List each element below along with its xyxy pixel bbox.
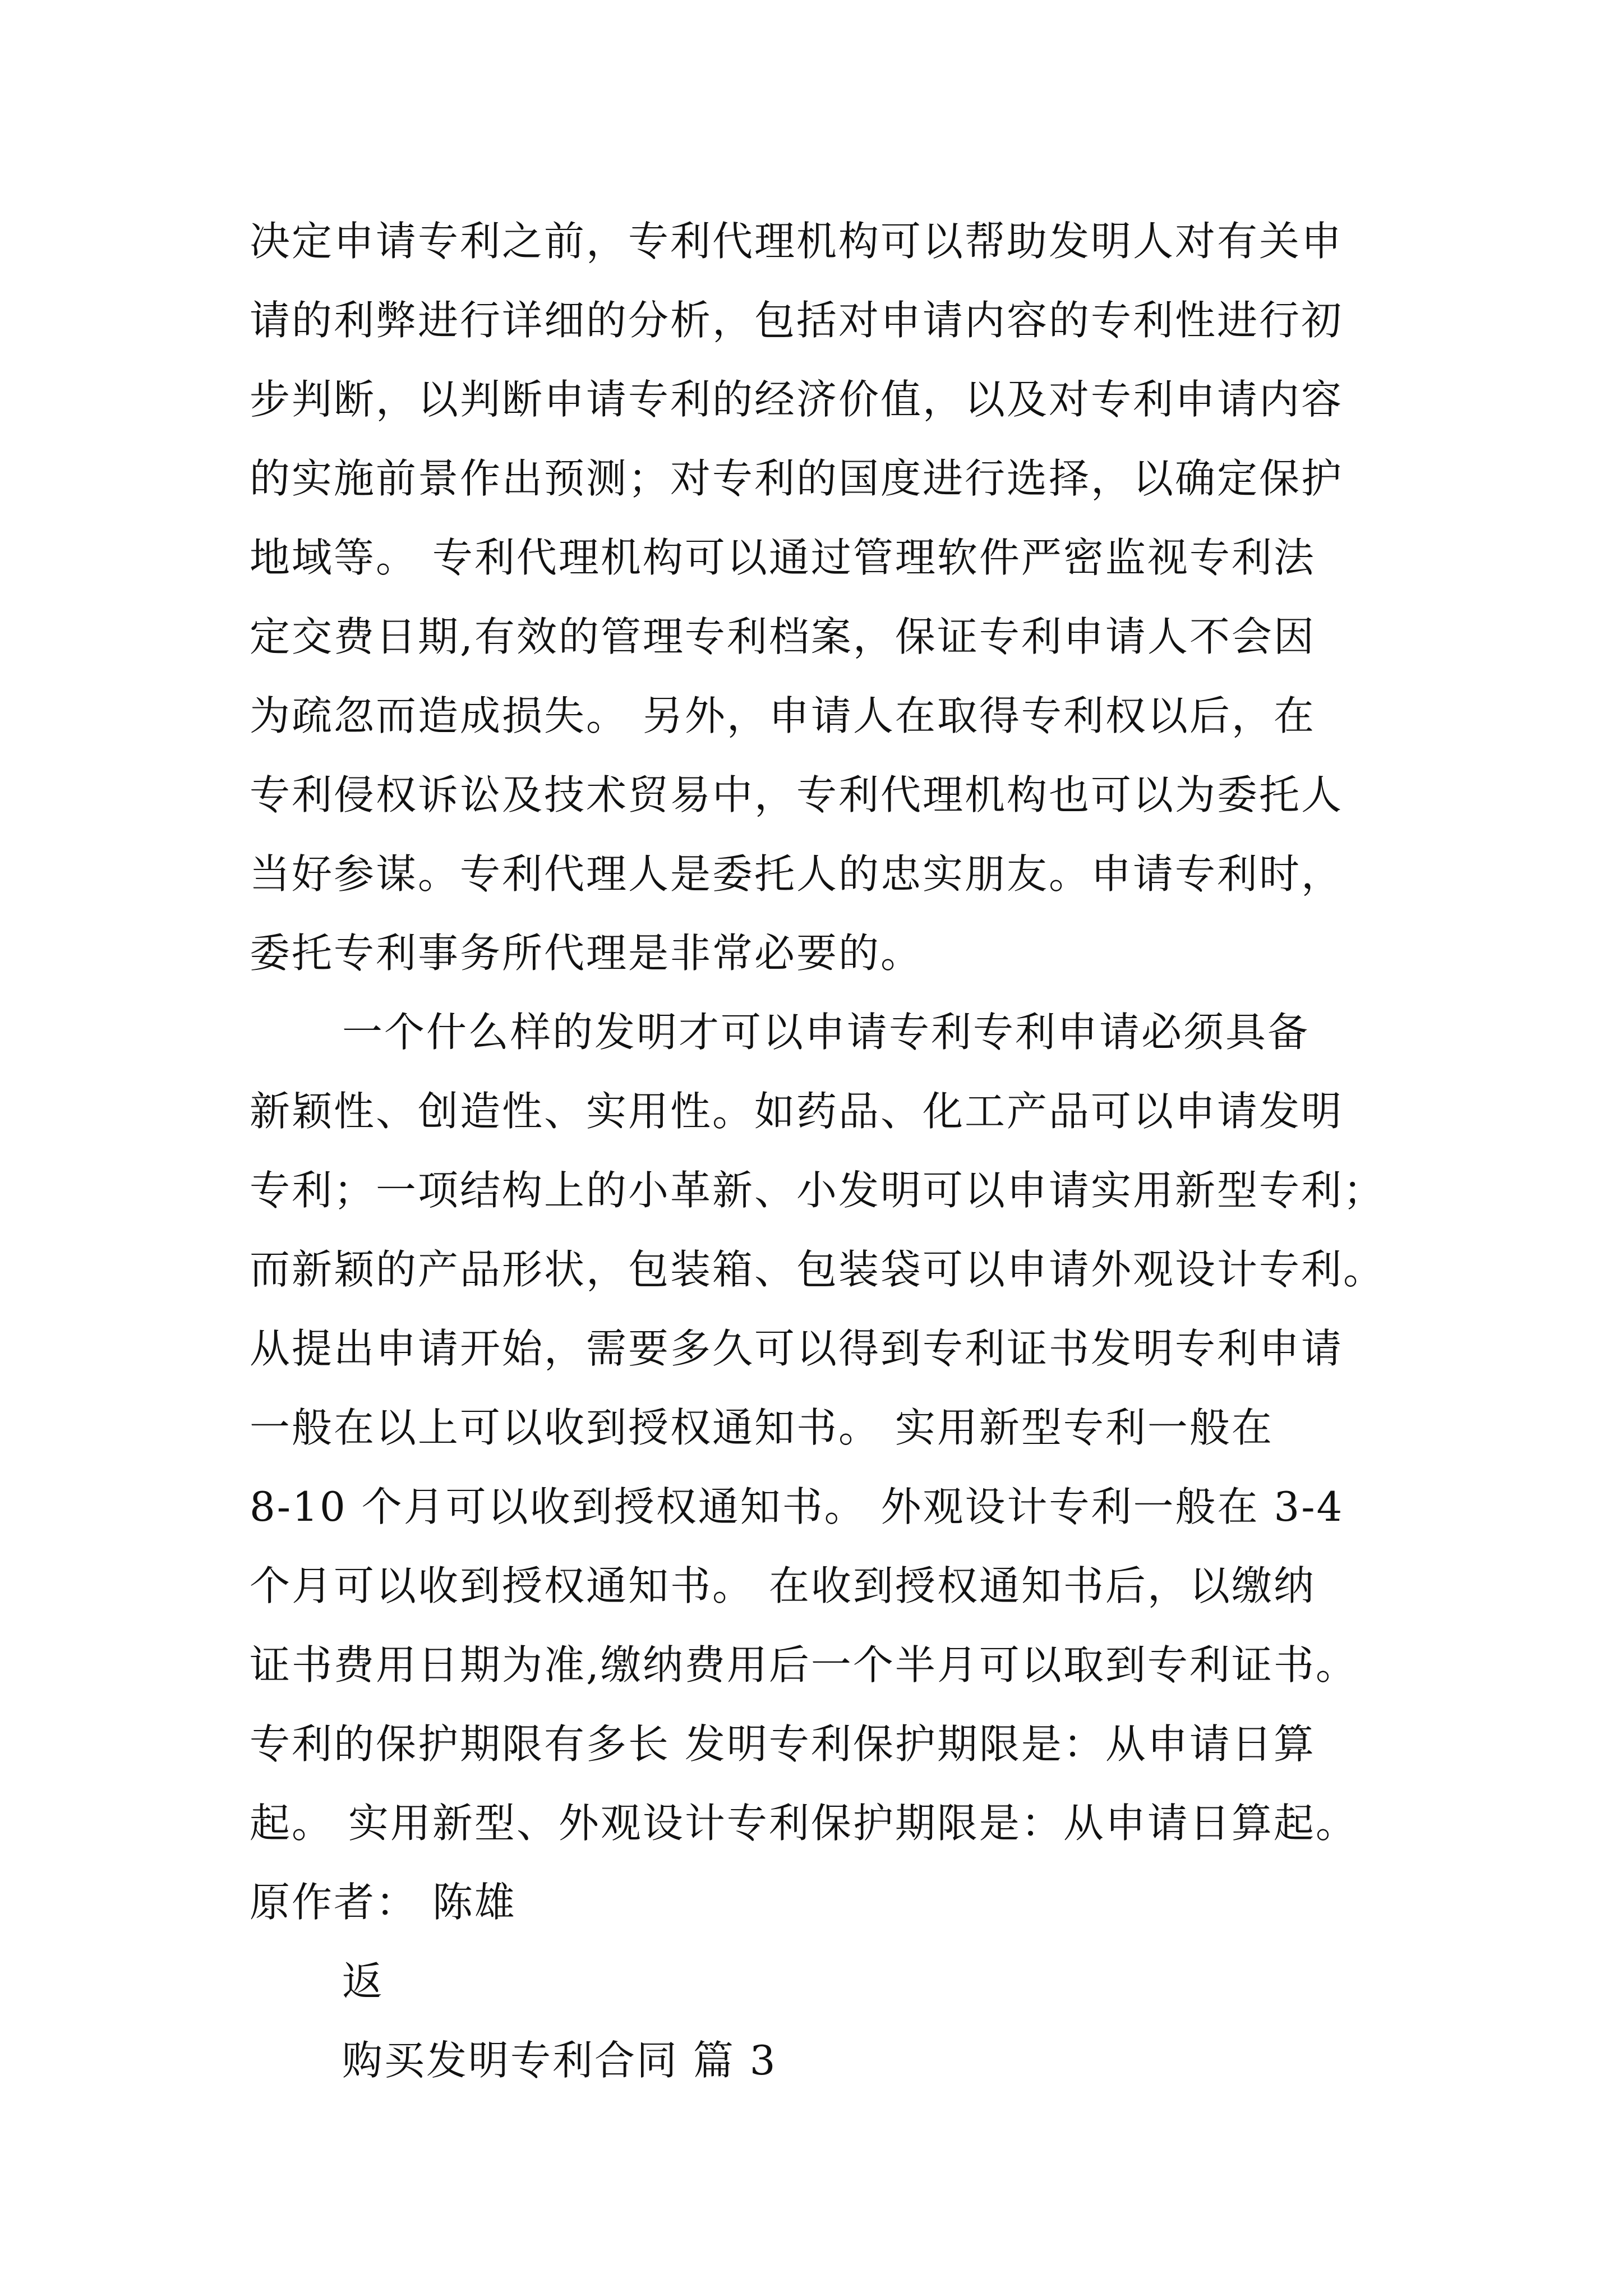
paragraph-2-line-10: 专利的保护期限有多长 发明专利保护期限是：从申请日算 xyxy=(250,1720,1316,1768)
paragraph-1-line-5: 地域等。 专利代理机构可以通过管理软件严密监视专利法 xyxy=(250,534,1316,581)
paragraph-1-line-9: 当好参谋。专利代理人是委托人的忠实朋友。申请专利时， xyxy=(250,850,1344,898)
paragraph-1-line-8: 专利侵权诉讼及技术贸易中，专利代理机构也可以为委托人 xyxy=(250,771,1344,818)
paragraph-2-line-6: 一般在以上可以收到授权通知书。 实用新型专利一般在 xyxy=(250,1404,1274,1451)
paragraph-1-line-2: 请的利弊进行详细的分析，包括对申请内容的专利性进行初 xyxy=(250,297,1344,344)
paragraph-1-line-6: 定交费日期,有效的管理专利档案，保证专利申请人不会因 xyxy=(250,613,1316,660)
paragraph-2-line-2: 新颖性、创造性、实用性。如药品、化工产品可以申请发明 xyxy=(250,1088,1344,1135)
paragraph-2-line-1: 一个什么样的发明才可以申请专利专利申请必须具备 xyxy=(342,1009,1310,1056)
paragraph-2-line-5: 从提出申请开始，需要多久可以得到专利证书发明专利申请 xyxy=(250,1325,1344,1372)
paragraph-2-line-3: 专利；一项结构上的小革新、小发明可以申请实用新型专利； xyxy=(250,1167,1386,1214)
paragraph-2-line-4: 而新颖的产品形状，包装箱、包装袋可以申请外观设计专利。 xyxy=(250,1246,1386,1293)
paragraph-1-line-1: 决定申请专利之前，专利代理机构可以帮助发明人对有关申 xyxy=(250,218,1344,265)
paragraph-1-line-10: 委托专利事务所代理是非常必要的。 xyxy=(250,930,923,977)
back-text: 返 xyxy=(342,1958,385,2005)
paragraph-1-line-4: 的实施前景作出预测；对专利的国度进行选择，以确定保护 xyxy=(250,455,1344,502)
paragraph-2-line-8: 个月可以收到授权通知书。 在收到授权通知书后，以缴纳 xyxy=(250,1562,1316,1609)
author-line: 原作者： 陈雄 xyxy=(250,1879,517,1926)
paragraph-1-line-7: 为疏忽而造成损失。 另外，申请人在取得专利权以后，在 xyxy=(250,692,1316,739)
paragraph-2-line-9: 证书费用日期为准,缴纳费用后一个半月可以取到专利证书。 xyxy=(250,1641,1358,1688)
paragraph-1-line-3: 步判断，以判断申请专利的经济价值，以及对专利申请内容 xyxy=(250,376,1344,423)
section-title: 购买发明专利合同 篇 3 xyxy=(342,2037,777,2084)
paragraph-2-line-7: 8-10 个月可以收到授权通知书。 外观设计专利一般在 3-4 xyxy=(250,1483,1344,1530)
paragraph-2-line-11: 起。 实用新型、外观设计专利保护期限是：从申请日算起。 xyxy=(250,1800,1358,1847)
